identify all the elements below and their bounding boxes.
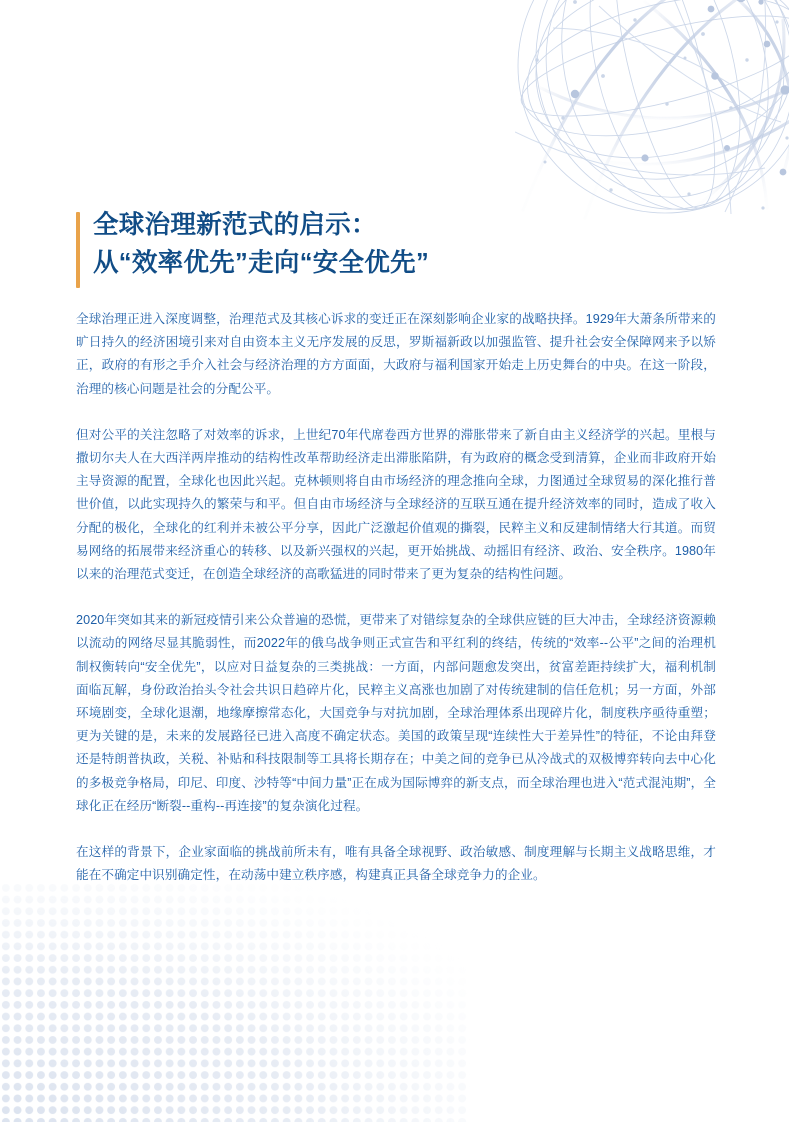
page-title — [76, 0, 716, 282]
paragraph-3: 2020年突如其来的新冠疫情引来公众普遍的恐慌，更带来了对错综复杂的全球供应链的巨大冲击，全球经济资源赖以流动的网络尽显其脆弱性，而2022年的俄乌战争则正式宣告和平红利的终结，传统的“效率--公平”之间的治理机制权衡转向“安全优先”，以应对日益复杂的三类挑战：一方面，内部问题愈发突出，贫富差距持续扩大，福利机制面临瓦解，身份政治抬头令社会共识日趋碎片化，民粹主义高涨也加剧了对传统建制的信任危机；另一方面，外部环境剧变，全球化退潮，地缘摩擦常态化，大国竞争与对抗加剧，全球治理体系出现碎片化，制度秩序亟待重塑；更为关键的是，未来的发展路径已进入高度不确定状态。美国的政策呈现“连续性大于差异性”的特征，不论由拜登还是特朗普执政，关税、补贴和科技限制等工具将长期存在；中美之间的竞争已从冷战式的双极博弈转向去中心化的多极竞争格局，印尼、印度、沙特等“中间力量”正在成为国际博弈的新支点，而全球治理也进入“范式混沌期”，全球化正在经历“断裂--重构--再连接”的复杂演化过程。 — [76, 613, 716, 813]
paragraph-4: 在这样的背景下，企业家面临的挑战前所未有，唯有具备全球视野、政治敏感、制度理解与长期主义战略思维，才能在不确定中识别确定性，在动荡中建立秩序感，构建真正具备全球竞争力的企业。 — [76, 845, 716, 883]
document-content — [76, 0, 716, 887]
page-title-line-1: 全球治理新范式的启示： — [93, 211, 377, 239]
paragraph-1: 全球治理正进入深度调整，治理范式及其核心诉求的变迁正在深刻影响企业家的战略抉择。1929年大萧条所带来的旷日持久的经济困境引来对自由资本主义无序发展的反思，罗斯福新政以加强监管、提升社会安全保障网来予以矫正，政府的有形之手介入社会与经济治理的方方面面，大政府与福利国家开始走上历史舞台的中央。在这一阶段，治理的核心问题是社会的分配公平。 — [76, 312, 716, 396]
paragraph-2: 但对公平的关注忽略了对效率的诉求，上世纪70年代席卷西方世界的滞胀带来了新自由主义经济学的兴起。里根与撒切尔夫人在大西洋两岸推动的结构性改革帮助经济走出滞胀陷阱，有为政府的概念受到清算，企业而非政府开始主导资源的配置，全球化也因此兴起。克林顿则将自由市场经济的理念推向全球，力图通过全球贸易的深化推行普世价值，以此实现持久的繁荣与和平。但自由市场经济与全球经济的互联互通在提升经济效率的同时，造成了收入分配的极化，全球化的红利并未被公平分享，因此广泛激起价值观的撕裂，民粹主义和反建制情绪大行其道。而贸易网络的拓展带来经济重心的转移、以及新兴强权的兴起，更开始挑战、动摇旧有经济、政治、安全秩序。1980年以来的治理范式变迁，在创造全球经济的高歌猛进的同时带来了更为复杂的结构性问题。 — [76, 427, 716, 582]
body-copy — [76, 308, 716, 887]
page-title-line-2: 从“效率优先”走向“安全优先” — [93, 249, 430, 277]
halftone-dot-pattern — [0, 882, 470, 1122]
